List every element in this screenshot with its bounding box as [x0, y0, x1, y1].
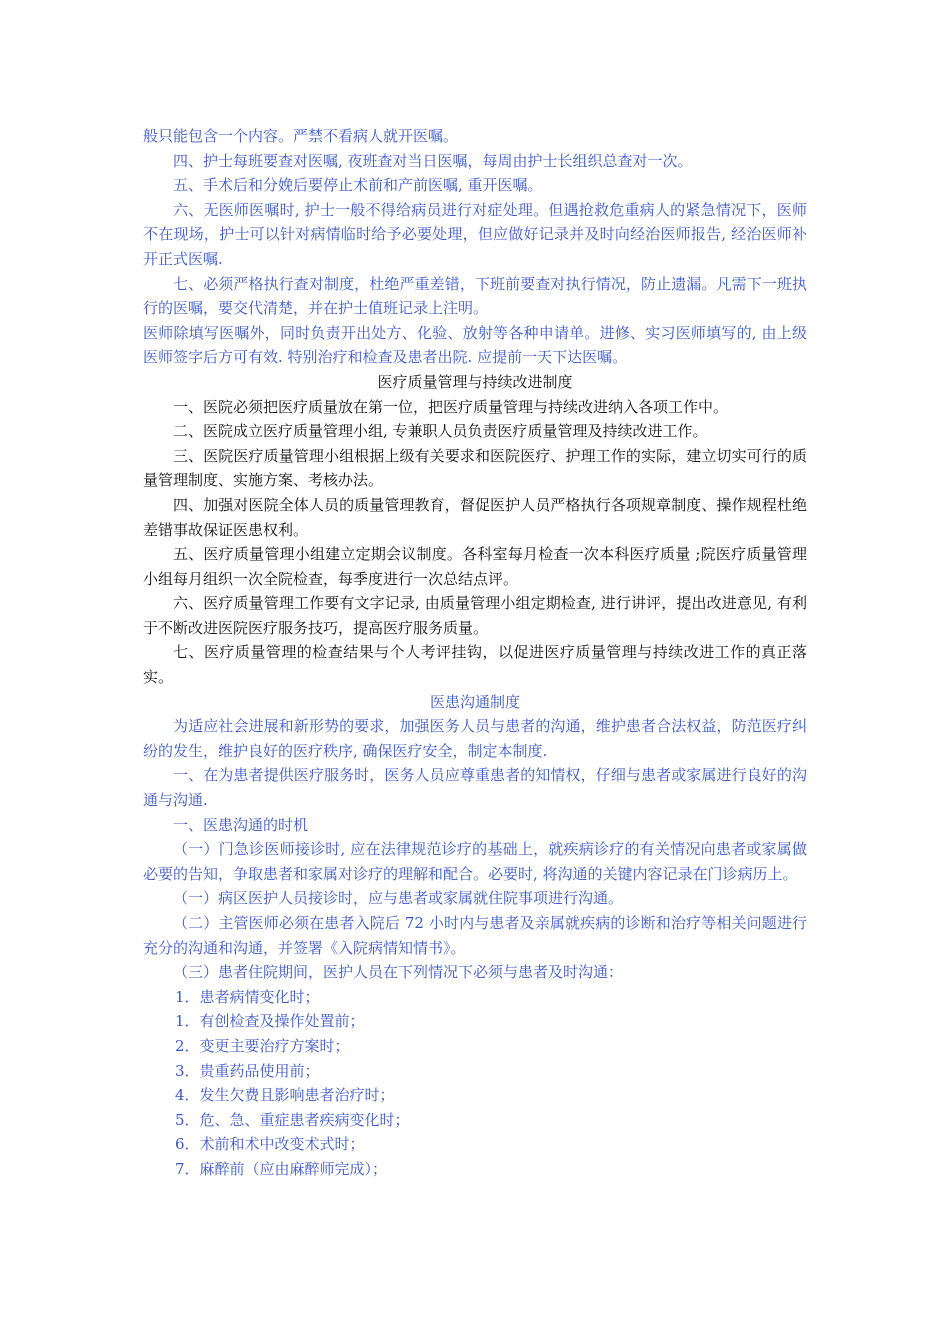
list-item: 6．术前和术中改变术式时； — [175, 1135, 365, 1154]
list-item: 7．麻醉前（应由麻醉师完成）； — [175, 1159, 388, 1178]
paragraph: （二）主管医师必须在患者入院后 72 小时内与患者及亲属就疾病的诊断和治疗等相关问题进行充分的沟通和沟通，并签署《入院病情知情书》。 — [143, 914, 807, 957]
list-item: 1．患者病情变化时； — [175, 987, 320, 1006]
list-item: 2．变更主要治疗方案时； — [175, 1036, 350, 1055]
paragraph: 医师除填写医嘱外，同时负责开出处方、化验、放射等各种申请单。进修、实习医师填写的, 由上级医师签字后方可有效. 特别治疗和检查及患者出院. 应提前一天下达医嘱。 — [143, 323, 807, 367]
paragraph: （三）患者住院期间，医护人员在下列情况下必须与患者及时沟通： — [173, 963, 624, 982]
paragraph: 五、手术后和分娩后要停止术前和产前医嘱, 重开医嘱。 — [173, 176, 543, 195]
paragraph: 为适应社会进展和新形势的要求，加强医务人员与患者的沟通，维护患者合法权益，防范医疗纠纷的发生，维护良好的医疗秩序, 确保医疗安全，制定本制度. — [143, 717, 807, 760]
paragraph: 六、无医师医嘱时, 护士一般不得给病员进行对症处理。但遇抢救危重病人的紧急情况下，医师不在现场，护士可以针对病情临时给予必要处理，但应做好记录并及时向经治医师报告, 经治医师补开正式医嘱. — [143, 200, 807, 268]
paragraph: 一、在为患者提供医疗服务时，医务人员应尊重患者的知情权，仔细与患者或家属进行良好的沟通与沟通. — [143, 766, 807, 810]
paragraph: 四、护士每班要查对医嘱, 夜班查对当日医嘱，每周由护士长组织总查对一次。 — [173, 151, 693, 170]
list-item: 5．危、急、重症患者疾病变化时； — [175, 1110, 410, 1129]
list-item: 1．有创检查及操作处置前； — [175, 1012, 365, 1031]
paragraph: 一、医院必须把医疗质量放在第一位，把医疗质量管理与持续改进纳入各项工作中。 — [173, 397, 729, 416]
paragraph: （一）病区医护人员接诊时，应与患者或家属就住院事项进行沟通。 — [173, 889, 624, 908]
paragraph: （一）门急诊医师接诊时, 应在法律规范诊疗的基础上，就疾病诊疗的有关情况向患者或家属做必要的告知，争取患者和家属对诊疗的理解和配合。必要时, 将沟通的关键内容记录在门诊病历上。 — [143, 840, 807, 883]
paragraph: 七、医疗质量管理的检查结果与个人考评挂钩，以促进医疗质量管理与持续改进工作的真正落实。 — [143, 643, 807, 687]
section-title: 医疗质量管理与持续改进制度 — [377, 372, 573, 391]
paragraph: 六、医疗质量管理工作要有文字记录, 由质量管理小组定期检查, 进行讲评，提出改进意见, 有利于不断改进医院医疗服务技巧，提高医疗服务质量。 — [143, 594, 807, 637]
paragraph: 二、医院成立医疗质量管理小组, 专兼职人员负责医疗质量管理及持续改进工作。 — [173, 422, 708, 441]
list-item: 4．发生欠费且影响患者治疗时； — [175, 1086, 395, 1105]
paragraph: 四、加强对医院全体人员的质量管理教育，督促医护人员严格执行各项规章制度、操作规程杜绝差错事故保证医患权利。 — [143, 495, 807, 539]
document-page — [143, 124, 807, 1182]
paragraph: 三、医院医疗质量管理小组根据上级有关要求和医院医疗、护理工作的实际，建立切实可行的质量管理制度、实施方案、考核办法。 — [143, 446, 807, 490]
list-item: 3．贵重药品使用前； — [175, 1061, 320, 1080]
paragraph: 般只能包含一个内容。严禁不看病人就开医嘱。 — [143, 127, 459, 145]
situation-list — [143, 985, 807, 1182]
section-title: 医患沟通制度 — [429, 692, 520, 711]
paragraph: 七、必须严格执行查对制度，杜绝严重差错，下班前要查对执行情况，防止遗漏。凡需下一班执行的医嘱，要交代清楚，并在护士值班记录上注明。 — [143, 274, 807, 318]
paragraph: 一、医患沟通的时机 — [173, 815, 309, 834]
paragraph: 五、医疗质量管理小组建立定期会议制度。各科室每月检查一次本科医疗质量 ;院医疗质量管理小组每月组织一次全院检查，每季度进行一次总结点评。 — [143, 545, 807, 588]
